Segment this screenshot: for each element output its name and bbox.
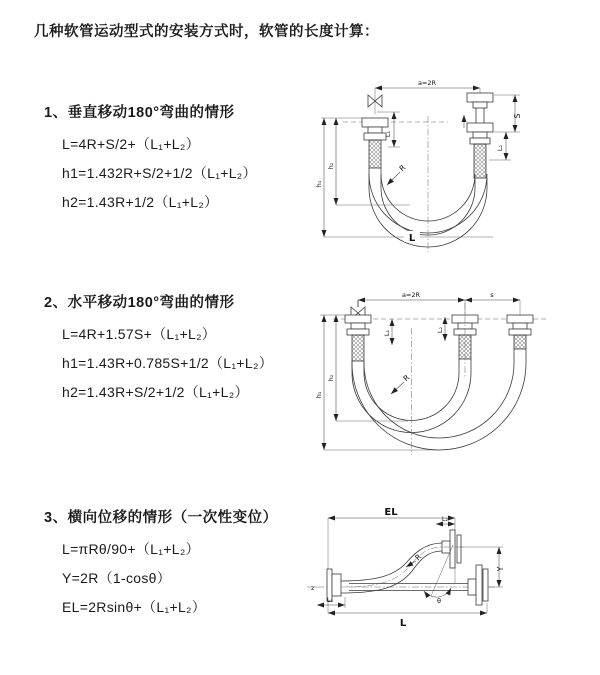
braided-hose-section <box>352 335 364 361</box>
section-1-heading: 1、垂直移动180°弯曲的情形 <box>44 105 235 121</box>
formula: L=4R+S/2+（L₁+L₂） <box>62 136 200 152</box>
section-2-formulas <box>44 320 319 407</box>
svg-text:R: R <box>397 162 408 174</box>
svg-text:a=2R: a=2R <box>417 79 437 87</box>
formula: h1=1.43R+0.785S+1/2（L₁+L₂） <box>62 355 273 371</box>
formula: L=4R+1.57S+（L₁+L₂） <box>62 326 217 342</box>
svg-text:L₁: L₁ <box>384 130 392 138</box>
section-3 <box>44 508 319 622</box>
braided-hose-section <box>514 335 526 349</box>
section-2 <box>44 293 319 407</box>
svg-text:R: R <box>413 552 424 563</box>
dim-a-2r <box>375 79 480 114</box>
dim-h2 <box>321 118 410 205</box>
formula: L=πRθ/90+（L₁+L₂） <box>62 541 200 557</box>
radius-callout <box>391 373 411 394</box>
diagram-lateral-displacement <box>303 503 598 645</box>
section-1-formulas <box>44 130 319 217</box>
section-1 <box>44 103 319 217</box>
svg-text:R: R <box>401 372 412 384</box>
dim-l <box>328 603 487 629</box>
dim-l1 <box>383 319 392 345</box>
svg-text:L: L <box>399 618 407 629</box>
svg-text:a=2R: a=2R <box>401 291 421 299</box>
dim-h1 <box>315 118 324 237</box>
formula: Y=2R（1-cosθ） <box>62 570 172 586</box>
dim-l2 <box>436 317 445 341</box>
dim-h1 <box>315 315 439 450</box>
svg-text:L₁: L₁ <box>326 596 334 604</box>
svg-text:L: L <box>408 233 416 244</box>
left-fitting <box>362 118 388 168</box>
formula: h2=1.43R+S/2+1/2（L₁+L₂） <box>62 384 249 400</box>
braided-hose-section <box>369 140 381 168</box>
section-3-formulas <box>44 535 319 622</box>
right-moving-fitting <box>464 93 493 178</box>
dim-s <box>494 95 522 132</box>
dim-l <box>324 231 493 244</box>
svg-text:Y: Y <box>496 566 505 572</box>
right-fitting-position-2 <box>507 315 533 349</box>
dim-l2 <box>436 515 455 524</box>
diagram-vertical-180-bend <box>308 68 568 266</box>
svg-text:L₂: L₂ <box>496 144 504 152</box>
dim-l2 <box>489 132 511 160</box>
dim-y <box>460 547 505 587</box>
svg-text:h₂: h₂ <box>327 374 335 382</box>
formula: h1=1.432R+S/2+1/2（L₁+L₂） <box>62 165 257 181</box>
formula: EL=2Rsinθ+（L₁+L₂） <box>62 599 207 615</box>
svg-text:L₂: L₂ <box>436 326 444 334</box>
svg-text:s: s <box>490 291 494 299</box>
left-flange <box>307 569 341 601</box>
dim-l1 <box>317 596 345 608</box>
radius-callout <box>387 163 407 185</box>
diagram-horizontal-180-bend <box>308 283 578 468</box>
left-fixed-fitting <box>345 315 371 361</box>
dim-s <box>465 291 520 300</box>
svg-text:EL: EL <box>384 507 398 518</box>
hose-u-bend-positions <box>352 349 526 450</box>
section-3-heading: 3、横向位移的情形（一次性变位） <box>44 510 278 526</box>
section-2-heading: 2、水平移动180°弯曲的情形 <box>44 295 235 311</box>
svg-text:L₁: L₁ <box>383 329 391 337</box>
braided-hose-section <box>474 144 486 178</box>
svg-text:h₁: h₁ <box>315 391 323 399</box>
svg-text:h₁: h₁ <box>315 180 323 188</box>
svg-text:S: S <box>513 113 522 119</box>
svg-text:θ: θ <box>437 597 441 605</box>
page-title: 几种软管运动型式的安装方式时，软管的长度计算： <box>34 24 379 40</box>
formula: h2=1.43R+1/2（L₁+L₂） <box>62 194 219 210</box>
svg-text:z: z <box>311 584 315 592</box>
svg-text:L₂: L₂ <box>441 515 449 523</box>
svg-text:h₂: h₂ <box>327 162 335 170</box>
dim-a-2r <box>358 291 520 315</box>
